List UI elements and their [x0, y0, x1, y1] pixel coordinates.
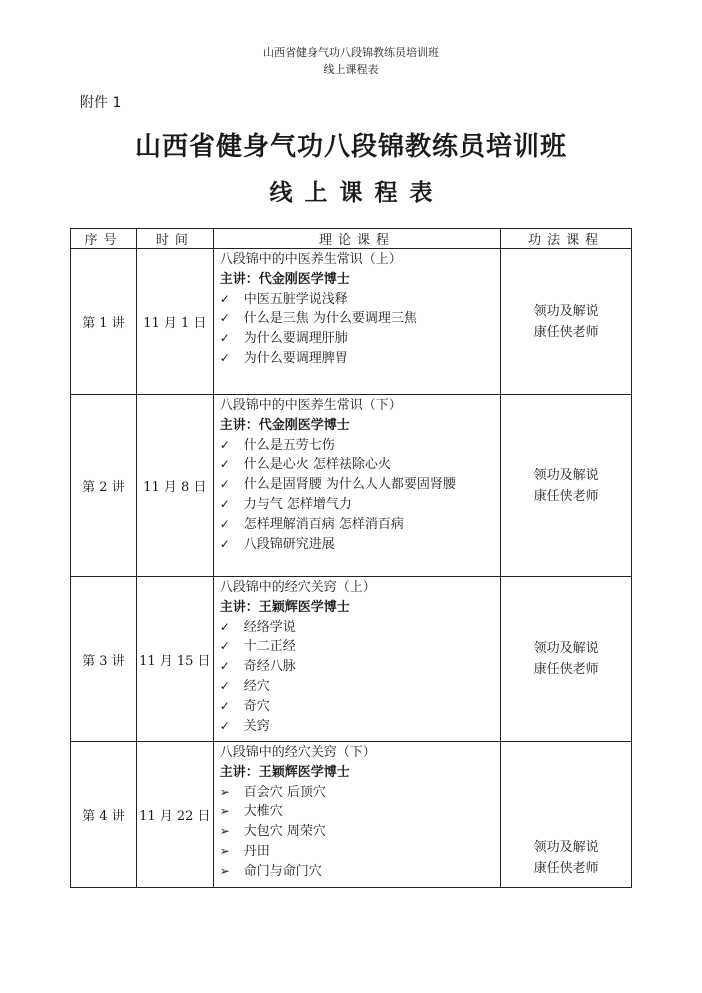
lecture-topic: 八段锦中的经穴关窍（下）: [219, 745, 376, 760]
list-item: ✓ 什么是五劳七伤: [220, 436, 496, 456]
list-item: ➢ 命门与命门穴: [220, 862, 496, 882]
attachment-label: 附件 1: [80, 95, 122, 111]
schedule-table: [70, 228, 632, 888]
lecturer: 主讲：王颖辉医学博士: [219, 764, 350, 780]
header-line-2: 线上课程表: [323, 63, 379, 76]
header-theory: 理论课程: [213, 229, 500, 249]
document-subtitle: 线上课程表: [269, 179, 445, 206]
theory-cell: [213, 249, 500, 395]
theory-cell: [213, 742, 500, 888]
lecture-number: 第 2 讲: [71, 395, 137, 577]
list-item: ✓ 关窍: [220, 717, 496, 737]
list-item: ✓ 什么是三焦 为什么要调理三焦: [220, 309, 496, 329]
list-item: ✓ 奇经八脉: [220, 657, 496, 677]
practice-cell: [501, 742, 632, 888]
header-practice: 功法课程: [501, 229, 632, 249]
list-item: ✓ 为什么要调理肝肺: [220, 329, 496, 349]
checkmark-icon: ✓: [219, 350, 230, 365]
table-row: [71, 395, 632, 577]
practice-cell: [501, 577, 632, 742]
lecturer: 主讲：王颖辉医学博士: [219, 599, 350, 615]
lecture-number: 第 4 讲: [71, 742, 137, 888]
practice-cell: [501, 249, 632, 395]
list-item: ✓ 力与气 怎样增气力: [220, 495, 496, 515]
list-item: ✓ 经穴: [220, 677, 496, 697]
checkmark-icon: ✓: [219, 698, 230, 713]
arrow-icon: ➢: [219, 804, 230, 819]
lecturer: 主讲：代金刚医学博士: [219, 271, 350, 287]
checkmark-icon: ✓: [219, 718, 230, 733]
lecture-date: 11 月 15 日: [136, 577, 213, 742]
header-number: 序号: [71, 229, 137, 249]
list-item: ✓ 怎样理解消百病 怎样消百病: [220, 515, 496, 535]
checkmark-icon: ✓: [219, 536, 230, 551]
table-row: [71, 577, 632, 742]
practice-teacher: 康任侠老师: [533, 662, 599, 677]
checkmark-icon: ✓: [219, 496, 230, 511]
practice-title: 领功及解说: [533, 840, 599, 855]
checkmark-icon: ✓: [219, 457, 230, 472]
header-line-1: 山西省健身气功八段锦教练员培训班: [263, 46, 439, 59]
practice-cell: [501, 395, 632, 577]
lecturer: 主讲：代金刚医学博士: [219, 417, 350, 433]
table-row: [71, 742, 632, 888]
checkmark-icon: ✓: [219, 619, 230, 634]
checkmark-icon: ✓: [219, 437, 230, 452]
checkmark-icon: ✓: [219, 516, 230, 531]
lecture-date: 11 月 8 日: [136, 395, 213, 577]
arrow-icon: ➢: [219, 824, 230, 839]
table-row: [71, 249, 632, 395]
list-item: ➢ 大椎穴: [220, 802, 496, 822]
theory-cell: [213, 395, 500, 577]
practice-title: 领功及解说: [533, 303, 599, 319]
checkmark-icon: ✓: [219, 311, 230, 326]
checkmark-icon: ✓: [219, 291, 230, 306]
practice-title: 领功及解说: [533, 467, 599, 483]
list-item: ➢ 百会穴 后顶穴: [220, 783, 496, 803]
practice-teacher: 康任侠老师: [533, 861, 599, 876]
page-header: [0, 44, 702, 78]
list-item: ➢ 丹田: [220, 842, 496, 862]
lecture-date: 11 月 22 日: [136, 742, 213, 888]
list-item: ✓ 十二正经: [220, 637, 496, 657]
list-item: ✓ 中医五脏学说浅释: [220, 290, 496, 310]
list-item: ✓ 什么是固肾腰 为什么人人都要固肾腰: [220, 475, 496, 495]
arrow-icon: ➢: [219, 784, 230, 799]
checkmark-icon: ✓: [219, 331, 230, 346]
practice-teacher: 康任侠老师: [533, 324, 599, 340]
document-title: 山西省健身气功八段锦教练员培训班: [134, 132, 567, 162]
list-item: ✓ 什么是心火 怎样祛除心火: [220, 455, 496, 475]
checkmark-icon: ✓: [219, 678, 230, 693]
lecture-topic: 八段锦中的经穴关窍（上）: [219, 580, 376, 595]
list-item: ✓ 奇穴: [220, 697, 496, 717]
arrow-icon: ➢: [219, 863, 230, 878]
lecture-number: 第 1 讲: [71, 249, 137, 395]
checkmark-icon: ✓: [219, 659, 230, 674]
lecture-number: 第 3 讲: [71, 577, 137, 742]
list-item: ✓ 经络学说: [220, 618, 496, 638]
list-item: ➢ 大包穴 周荣穴: [220, 822, 496, 842]
lecture-topic: 八段锦中的中医养生常识（上）: [219, 252, 402, 267]
arrow-icon: ➢: [219, 843, 230, 858]
checkmark-icon: ✓: [219, 477, 230, 492]
list-item: ✓ 八段锦研究进展: [220, 535, 496, 555]
lecture-date: 11 月 1 日: [136, 249, 213, 395]
checkmark-icon: ✓: [219, 639, 230, 654]
practice-teacher: 康任侠老师: [533, 488, 599, 504]
list-item: ✓ 为什么要调理脾胃: [220, 349, 496, 369]
table-header-row: [71, 229, 632, 249]
practice-title: 领功及解说: [533, 641, 599, 656]
theory-cell: [213, 577, 500, 742]
lecture-topic: 八段锦中的中医养生常识（下）: [219, 398, 402, 413]
header-time: 时间: [136, 229, 213, 249]
